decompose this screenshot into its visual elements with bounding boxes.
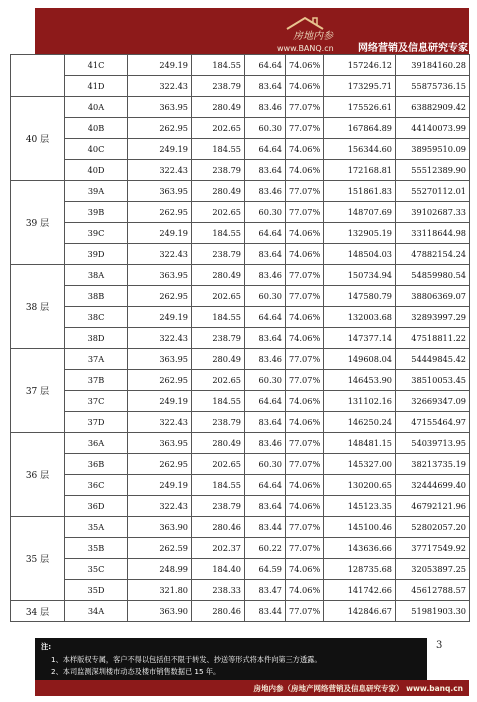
ratio-cell: 74.06% — [286, 55, 324, 76]
unit-cell: 39A — [65, 181, 128, 202]
table-row — [11, 538, 470, 559]
ratio-cell: 74.06% — [286, 328, 324, 349]
unit-cell: 36D — [65, 496, 128, 517]
unit-price-cell: 143636.66 — [324, 538, 396, 559]
table-row — [11, 496, 470, 517]
shared-area-cell: 60.30 — [245, 202, 286, 223]
unit-cell: 38B — [65, 286, 128, 307]
unit-cell: 39B — [65, 202, 128, 223]
floor-label: 36 层 — [11, 433, 65, 517]
table-row — [11, 433, 470, 454]
inner-area-cell: 202.65 — [192, 454, 245, 475]
total-area-cell: 249.19 — [128, 223, 192, 244]
total-price-cell: 63882909.42 — [396, 97, 470, 118]
ratio-cell: 77.07% — [286, 181, 324, 202]
unit-price-cell: 145327.00 — [324, 454, 396, 475]
floor-label: 40 层 — [11, 97, 65, 181]
unit-price-cell: 148707.69 — [324, 202, 396, 223]
total-price-cell: 44140073.99 — [396, 118, 470, 139]
inner-area-cell: 238.79 — [192, 244, 245, 265]
inner-area-cell: 238.79 — [192, 496, 245, 517]
unit-price-cell: 149608.04 — [324, 349, 396, 370]
shared-area-cell: 83.47 — [245, 580, 286, 601]
total-area-cell: 321.80 — [128, 580, 192, 601]
inner-area-cell: 238.79 — [192, 160, 245, 181]
unit-cell: 36C — [65, 475, 128, 496]
price-table — [10, 54, 469, 622]
table-row — [11, 265, 470, 286]
shared-area-cell: 64.64 — [245, 223, 286, 244]
ratio-cell: 77.07% — [286, 601, 324, 622]
total-area-cell: 249.19 — [128, 55, 192, 76]
table-row — [11, 454, 470, 475]
unit-price-cell: 173295.71 — [324, 76, 396, 97]
ratio-cell: 74.06% — [286, 160, 324, 181]
footer-banner — [35, 680, 469, 696]
floor-label: 34 层 — [11, 601, 65, 622]
unit-price-cell: 147580.79 — [324, 286, 396, 307]
inner-area-cell: 184.55 — [192, 55, 245, 76]
total-price-cell: 54039713.95 — [396, 433, 470, 454]
unit-cell: 39C — [65, 223, 128, 244]
shared-area-cell: 83.64 — [245, 76, 286, 97]
inner-area-cell: 202.65 — [192, 118, 245, 139]
table-row — [11, 118, 470, 139]
unit-price-cell: 172168.81 — [324, 160, 396, 181]
total-price-cell: 38959510.09 — [396, 139, 470, 160]
total-price-cell: 55270112.01 — [396, 181, 470, 202]
unit-cell: 38C — [65, 307, 128, 328]
total-area-cell: 322.43 — [128, 412, 192, 433]
total-area-cell: 322.43 — [128, 496, 192, 517]
total-area-cell: 262.95 — [128, 118, 192, 139]
shared-area-cell: 64.59 — [245, 559, 286, 580]
total-price-cell: 55875736.15 — [396, 76, 470, 97]
inner-area-cell: 184.55 — [192, 223, 245, 244]
unit-price-cell: 141742.66 — [324, 580, 396, 601]
unit-price-cell: 132905.19 — [324, 223, 396, 244]
shared-area-cell: 60.30 — [245, 286, 286, 307]
table-row — [11, 559, 470, 580]
total-area-cell: 262.59 — [128, 538, 192, 559]
unit-cell: 40B — [65, 118, 128, 139]
unit-price-cell: 175526.61 — [324, 97, 396, 118]
total-price-cell: 38510053.45 — [396, 370, 470, 391]
total-price-cell: 38806369.07 — [396, 286, 470, 307]
total-area-cell: 262.95 — [128, 286, 192, 307]
inner-area-cell: 238.79 — [192, 412, 245, 433]
unit-cell: 35D — [65, 580, 128, 601]
inner-area-cell: 202.65 — [192, 370, 245, 391]
ratio-cell: 77.07% — [286, 265, 324, 286]
shared-area-cell: 64.64 — [245, 139, 286, 160]
total-area-cell: 249.19 — [128, 391, 192, 412]
table-row — [11, 244, 470, 265]
total-area-cell: 363.95 — [128, 265, 192, 286]
unit-cell: 36A — [65, 433, 128, 454]
shared-area-cell: 83.46 — [245, 97, 286, 118]
table-row — [11, 223, 470, 244]
notes-title: 注: — [41, 642, 52, 651]
shared-area-cell: 83.64 — [245, 244, 286, 265]
unit-cell: 36B — [65, 454, 128, 475]
inner-area-cell: 184.55 — [192, 139, 245, 160]
brand-url[interactable]: www.BANQ.cn — [277, 44, 334, 53]
total-area-cell: 262.95 — [128, 202, 192, 223]
shared-area-cell: 60.22 — [245, 538, 286, 559]
unit-cell: 40A — [65, 97, 128, 118]
inner-area-cell: 280.49 — [192, 349, 245, 370]
total-area-cell: 248.99 — [128, 559, 192, 580]
table-row — [11, 97, 470, 118]
inner-area-cell: 184.40 — [192, 559, 245, 580]
notes-line-2: 2、本司监测深圳楼市动态及楼市销售数据已 15 年。 — [51, 667, 221, 676]
floor-label: 37 层 — [11, 349, 65, 433]
shared-area-cell: 83.46 — [245, 265, 286, 286]
table-row — [11, 139, 470, 160]
shared-area-cell: 83.46 — [245, 181, 286, 202]
shared-area-cell: 83.46 — [245, 433, 286, 454]
unit-price-cell: 146250.24 — [324, 412, 396, 433]
total-area-cell: 249.19 — [128, 307, 192, 328]
inner-area-cell: 280.49 — [192, 181, 245, 202]
ratio-cell: 77.07% — [286, 118, 324, 139]
total-price-cell: 37717549.92 — [396, 538, 470, 559]
floor-label — [11, 55, 65, 97]
shared-area-cell: 83.64 — [245, 328, 286, 349]
inner-area-cell: 184.55 — [192, 307, 245, 328]
total-area-cell: 363.95 — [128, 433, 192, 454]
inner-area-cell: 238.79 — [192, 328, 245, 349]
notes-line-1: 1、本样版权专属，客户不得以包括但不限于转发、抄送等形式将本件向第三方透露。 — [51, 654, 322, 664]
floor-label: 38 层 — [11, 265, 65, 349]
unit-cell: 39D — [65, 244, 128, 265]
total-price-cell: 51981903.30 — [396, 601, 470, 622]
ratio-cell: 77.07% — [286, 97, 324, 118]
ratio-cell: 74.06% — [286, 391, 324, 412]
table-row — [11, 601, 470, 622]
inner-area-cell: 202.37 — [192, 538, 245, 559]
total-area-cell: 262.95 — [128, 454, 192, 475]
header-banner — [35, 8, 469, 54]
total-price-cell: 54449845.42 — [396, 349, 470, 370]
total-price-cell: 38213735.19 — [396, 454, 470, 475]
unit-price-cell: 147377.14 — [324, 328, 396, 349]
inner-area-cell: 280.46 — [192, 517, 245, 538]
total-area-cell: 322.43 — [128, 76, 192, 97]
inner-area-cell: 202.65 — [192, 202, 245, 223]
total-area-cell: 322.43 — [128, 244, 192, 265]
ratio-cell: 74.06% — [286, 496, 324, 517]
total-area-cell: 363.95 — [128, 181, 192, 202]
total-area-cell: 363.90 — [128, 601, 192, 622]
total-price-cell: 32053897.25 — [396, 559, 470, 580]
ratio-cell: 74.06% — [286, 412, 324, 433]
total-price-cell: 39184160.28 — [396, 55, 470, 76]
ratio-cell: 74.06% — [286, 139, 324, 160]
ratio-cell: 74.06% — [286, 223, 324, 244]
inner-area-cell: 184.55 — [192, 391, 245, 412]
brand-tagline: 网络营销及信息研究专家 — [358, 43, 468, 54]
shared-area-cell: 83.46 — [245, 349, 286, 370]
unit-price-cell: 148481.15 — [324, 433, 396, 454]
unit-price-cell: 156344.60 — [324, 139, 396, 160]
shared-area-cell: 64.64 — [245, 307, 286, 328]
ratio-cell: 74.06% — [286, 580, 324, 601]
unit-cell: 37B — [65, 370, 128, 391]
table-row — [11, 181, 470, 202]
footer-text: 房地内参（房地产网络营销及信息研究专家） www.banq.cn — [253, 684, 463, 693]
unit-cell: 34A — [65, 601, 128, 622]
shared-area-cell: 83.44 — [245, 601, 286, 622]
ratio-cell: 77.07% — [286, 202, 324, 223]
table-row — [11, 370, 470, 391]
total-price-cell: 32893997.29 — [396, 307, 470, 328]
inner-area-cell: 202.65 — [192, 286, 245, 307]
inner-area-cell: 238.79 — [192, 76, 245, 97]
shared-area-cell: 64.64 — [245, 391, 286, 412]
total-area-cell: 363.95 — [128, 349, 192, 370]
ratio-cell: 74.06% — [286, 76, 324, 97]
ratio-cell: 74.06% — [286, 475, 324, 496]
unit-price-cell: 157246.12 — [324, 55, 396, 76]
total-price-cell: 33118644.98 — [396, 223, 470, 244]
unit-cell: 37D — [65, 412, 128, 433]
total-area-cell: 363.90 — [128, 517, 192, 538]
total-price-cell: 32669347.09 — [396, 391, 470, 412]
inner-area-cell: 238.33 — [192, 580, 245, 601]
table-row — [11, 328, 470, 349]
table-row — [11, 580, 470, 601]
unit-cell: 38A — [65, 265, 128, 286]
unit-price-cell: 128735.68 — [324, 559, 396, 580]
total-price-cell: 55512389.90 — [396, 160, 470, 181]
inner-area-cell: 280.49 — [192, 97, 245, 118]
inner-area-cell: 280.46 — [192, 601, 245, 622]
unit-price-cell: 145123.35 — [324, 496, 396, 517]
unit-price-cell: 150734.94 — [324, 265, 396, 286]
total-area-cell: 249.19 — [128, 139, 192, 160]
total-price-cell: 54859980.54 — [396, 265, 470, 286]
ratio-cell: 74.06% — [286, 244, 324, 265]
shared-area-cell: 64.64 — [245, 475, 286, 496]
unit-cell: 38D — [65, 328, 128, 349]
total-area-cell: 363.95 — [128, 97, 192, 118]
table-row — [11, 475, 470, 496]
total-area-cell: 322.43 — [128, 328, 192, 349]
brand-name: 房地内参 — [293, 31, 333, 42]
ratio-cell: 77.07% — [286, 370, 324, 391]
shared-area-cell: 83.64 — [245, 412, 286, 433]
unit-cell: 41D — [65, 76, 128, 97]
total-price-cell: 47518811.22 — [396, 328, 470, 349]
total-area-cell: 322.43 — [128, 160, 192, 181]
total-area-cell: 249.19 — [128, 475, 192, 496]
table-row — [11, 160, 470, 181]
unit-cell: 35B — [65, 538, 128, 559]
table-row — [11, 517, 470, 538]
total-price-cell: 45612788.57 — [396, 580, 470, 601]
shared-area-cell: 83.64 — [245, 160, 286, 181]
inner-area-cell: 184.55 — [192, 475, 245, 496]
total-price-cell: 47155464.97 — [396, 412, 470, 433]
unit-price-cell: 167864.89 — [324, 118, 396, 139]
unit-cell: 41C — [65, 55, 128, 76]
ratio-cell: 77.07% — [286, 538, 324, 559]
shared-area-cell: 83.64 — [245, 496, 286, 517]
unit-price-cell: 130200.65 — [324, 475, 396, 496]
floor-label: 35 层 — [11, 517, 65, 601]
inner-area-cell: 280.49 — [192, 265, 245, 286]
total-price-cell: 32444699.40 — [396, 475, 470, 496]
shared-area-cell: 60.30 — [245, 454, 286, 475]
ratio-cell: 77.07% — [286, 286, 324, 307]
table-row — [11, 286, 470, 307]
ratio-cell: 74.06% — [286, 559, 324, 580]
table-row — [11, 202, 470, 223]
unit-price-cell: 132003.68 — [324, 307, 396, 328]
table-row — [11, 76, 470, 97]
unit-cell: 37C — [65, 391, 128, 412]
ratio-cell: 74.06% — [286, 307, 324, 328]
shared-area-cell: 83.44 — [245, 517, 286, 538]
unit-price-cell: 131102.16 — [324, 391, 396, 412]
total-price-cell: 39102687.33 — [396, 202, 470, 223]
unit-cell: 37A — [65, 349, 128, 370]
total-price-cell: 46792121.96 — [396, 496, 470, 517]
shared-area-cell: 64.64 — [245, 55, 286, 76]
unit-price-cell: 148504.03 — [324, 244, 396, 265]
table-row — [11, 55, 470, 76]
unit-price-cell: 146453.90 — [324, 370, 396, 391]
table-row — [11, 412, 470, 433]
unit-price-cell: 151861.83 — [324, 181, 396, 202]
unit-cell: 40D — [65, 160, 128, 181]
notes-box — [35, 638, 427, 680]
total-price-cell: 52802057.20 — [396, 517, 470, 538]
table-row — [11, 349, 470, 370]
unit-cell: 35C — [65, 559, 128, 580]
table-row — [11, 391, 470, 412]
ratio-cell: 77.07% — [286, 349, 324, 370]
unit-price-cell: 142846.67 — [324, 601, 396, 622]
total-area-cell: 262.95 — [128, 370, 192, 391]
unit-cell: 35A — [65, 517, 128, 538]
inner-area-cell: 280.49 — [192, 433, 245, 454]
unit-price-cell: 145100.46 — [324, 517, 396, 538]
ratio-cell: 77.07% — [286, 454, 324, 475]
floor-label: 39 层 — [11, 181, 65, 265]
unit-cell: 40C — [65, 139, 128, 160]
total-price-cell: 47882154.24 — [396, 244, 470, 265]
page-number: 3 — [436, 640, 443, 651]
shared-area-cell: 60.30 — [245, 370, 286, 391]
ratio-cell: 77.07% — [286, 517, 324, 538]
ratio-cell: 77.07% — [286, 433, 324, 454]
table-row — [11, 307, 470, 328]
shared-area-cell: 60.30 — [245, 118, 286, 139]
